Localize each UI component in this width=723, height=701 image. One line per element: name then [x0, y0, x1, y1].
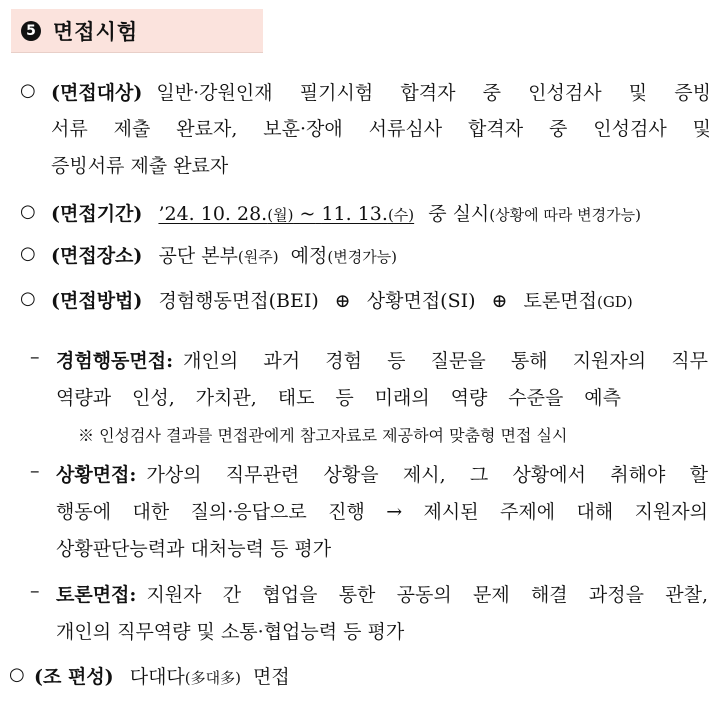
target-text-2: 서류 제출 완료자, 보훈·장애 서류심사 합격자 중 인성검사 및 [51, 118, 711, 140]
bei-text-1: 개인의 과거 경험 등 질문을 통해 지원자의 직무 [183, 350, 708, 372]
bullet-period: ○ [20, 201, 36, 222]
place-line [51, 241, 397, 268]
period-rest: 중 실시 [428, 203, 490, 225]
si-label: 상황면접: [56, 464, 137, 486]
period-label: (면접기간) [51, 203, 143, 225]
dash-si: – [30, 460, 40, 482]
gd-label: 토론면접: [56, 584, 137, 606]
period-date-end: 11. 13. [321, 203, 388, 225]
plus-icon: ⊕ [334, 290, 351, 312]
group-line [34, 662, 290, 689]
period-day-start: (월) [267, 206, 294, 224]
section-header [11, 9, 263, 53]
place-paren-1: (원주) [237, 248, 279, 266]
si-text-3: 상황판단능력과 대처능력 등 평가 [56, 538, 332, 560]
method-label: (면접방법) [51, 290, 143, 312]
target-text-1: 일반·강원인재 필기시험 합격자 중 인성검사 및 증빙 [156, 82, 711, 104]
method-line [51, 286, 633, 313]
period-note: (상황에 따라 변경가능) [489, 206, 641, 224]
target-label: (면접대상) [51, 82, 143, 104]
place-text-2: 예정 [290, 245, 328, 267]
method-gd-abbr: (GD) [596, 293, 633, 311]
gd-line-1 [56, 580, 708, 607]
group-label: (조 편성) [34, 666, 114, 688]
plus-icon: ⊕ [491, 290, 508, 312]
target-text-3: 증빙서류 제출 완료자 [51, 155, 229, 177]
bullet-group: ○ [9, 664, 25, 685]
dash-bei: – [30, 346, 40, 368]
period-line [51, 199, 641, 226]
bullet-method: ○ [20, 288, 36, 309]
place-label: (면접장소) [51, 245, 143, 267]
period-range [158, 203, 414, 225]
si-text-2: 행동에 대한 질의·응답으로 진행 → 제시된 주제에 대해 지원자의 [56, 501, 708, 523]
bullet-place: ○ [20, 243, 36, 264]
period-tilde: ~ [299, 203, 316, 225]
method-gd: 토론면접 [523, 290, 597, 312]
bei-line-1 [56, 346, 708, 373]
period-day-end: (수) [387, 206, 415, 224]
section-title: 면접시험 [53, 19, 139, 44]
gd-text-1: 지원자 간 협업을 통한 공동의 문제 해결 과정을 관찰, [146, 584, 708, 606]
method-si: 상황면접(SI) [366, 290, 476, 312]
bei-label: 경험행동면접: [56, 350, 174, 372]
bei-text-2: 역량과 인성, 가치관, 태도 등 미래의 역량 수준을 예측 [56, 387, 621, 409]
place-paren-2: (변경가능) [327, 248, 398, 266]
dash-gd: – [30, 580, 40, 602]
place-text: 공단 본부 [158, 245, 238, 267]
method-bei: 경험행동면접(BEI) [158, 290, 319, 312]
si-text-1: 가상의 직무관련 상황을 제시, 그 상황에서 취해야 할 [146, 464, 708, 486]
group-text: 다대다 [129, 666, 185, 688]
si-line-1 [56, 460, 708, 487]
target-line-1 [51, 78, 711, 105]
group-hanja: (多대多) [184, 669, 241, 687]
bullet-target: ○ [20, 80, 36, 101]
gd-text-2: 개인의 직무역량 및 소통·협업능력 등 평가 [56, 621, 405, 643]
bei-note: ※ 인성검사 결과를 면접관에게 참고자료로 제공하여 맞춤형 면접 실시 [78, 426, 568, 445]
period-date-start: ’24. 10. 28. [158, 203, 268, 225]
group-text-2: 면접 [253, 666, 290, 688]
section-number: 5 [21, 21, 41, 41]
